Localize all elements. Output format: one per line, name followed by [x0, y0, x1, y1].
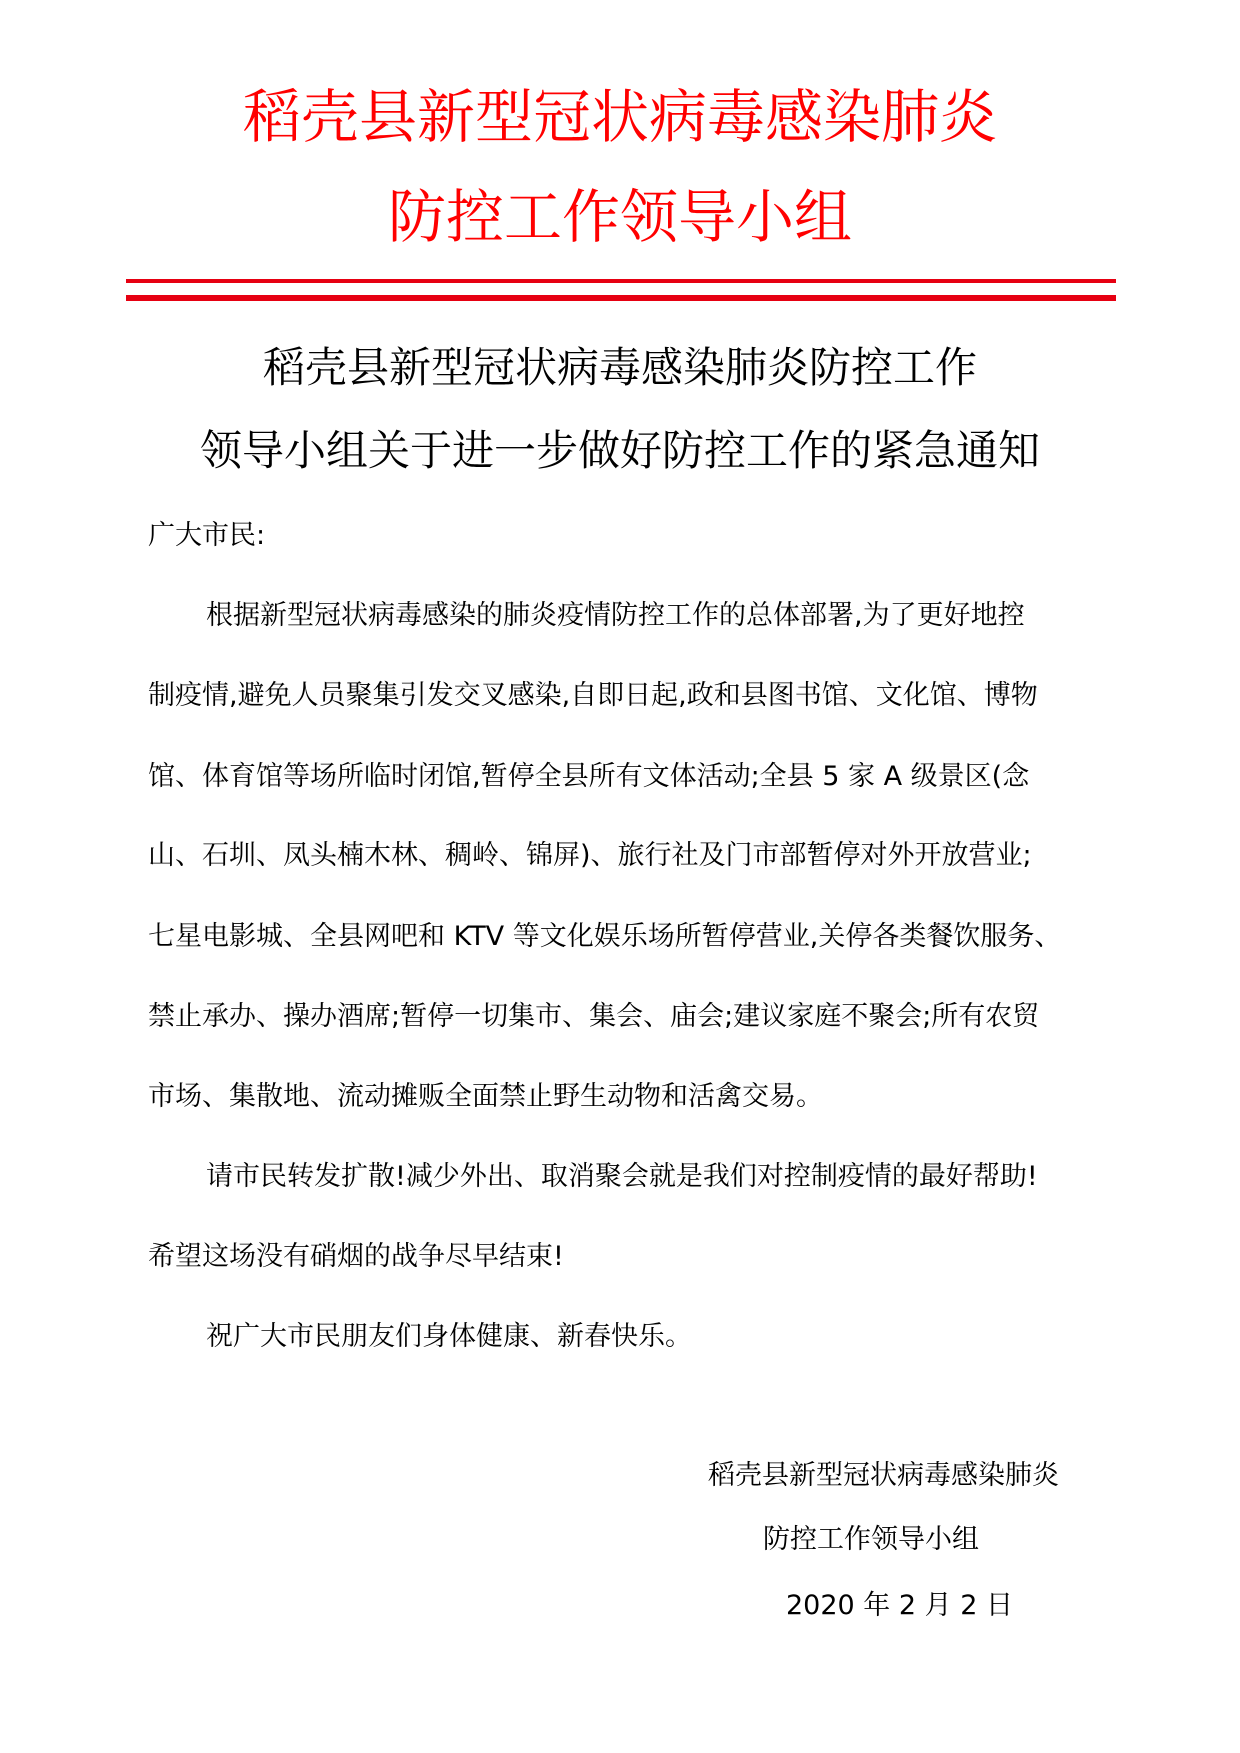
issuer-header-line-1: 稻壳县新型冠状病毒感染肺炎	[242, 83, 997, 151]
document-title-line-2: 领导小组关于进一步做好防控工作的紧急通知	[199, 426, 1040, 475]
salutation: 广大市民:	[148, 520, 266, 551]
paragraph-2-line: 希望这场没有硝烟的战争尽早结束!	[148, 1241, 564, 1272]
signature-org-line-1: 稻壳县新型冠状病毒感染肺炎	[708, 1460, 1059, 1491]
signature-date: 2020 年 2 月 2 日	[786, 1590, 1013, 1621]
paragraph-1-line: 制疫情,避免人员聚集引发交叉感染,自即日起,政和县图书馆、文化馆、博物	[148, 680, 1038, 711]
paragraph-1-line: 馆、体育馆等场所临时闭馆,暂停全县所有文体活动;全县 5 家 A 级景区(念	[148, 761, 1030, 792]
issuer-header-line-2: 防控工作领导小组	[387, 183, 852, 251]
header-divider-thin	[126, 279, 1116, 283]
signature-org-line-2: 防控工作领导小组	[763, 1524, 979, 1555]
paragraph-2-line: 请市民转发扩散!减少外出、取消聚会就是我们对控制疫情的最好帮助!	[206, 1161, 1038, 1192]
paragraph-3: 祝广大市民朋友们身体健康、新春快乐。	[206, 1321, 692, 1352]
paragraph-1-line: 禁止承办、操办酒席;暂停一切集市、集会、庙会;建议家庭不聚会;所有农贸	[148, 1001, 1040, 1032]
paragraph-1-line: 市场、集散地、流动摊贩全面禁止野生动物和活禽交易。	[148, 1081, 823, 1112]
paragraph-1-line: 根据新型冠状病毒感染的肺炎疫情防控工作的总体部署,为了更好地控	[206, 600, 1025, 631]
header-divider-thick	[126, 295, 1116, 301]
paragraph-1-line: 七星电影城、全县网吧和 KTV 等文化娱乐场所暂停营业,关停各类餐饮服务、	[148, 921, 1062, 952]
document-title-line-1: 稻壳县新型冠状病毒感染肺炎防控工作	[262, 343, 977, 392]
paragraph-1-line: 山、石圳、凤头楠木林、稠岭、锦屏)、旅行社及门市部暂停对外开放营业;	[148, 840, 1032, 871]
